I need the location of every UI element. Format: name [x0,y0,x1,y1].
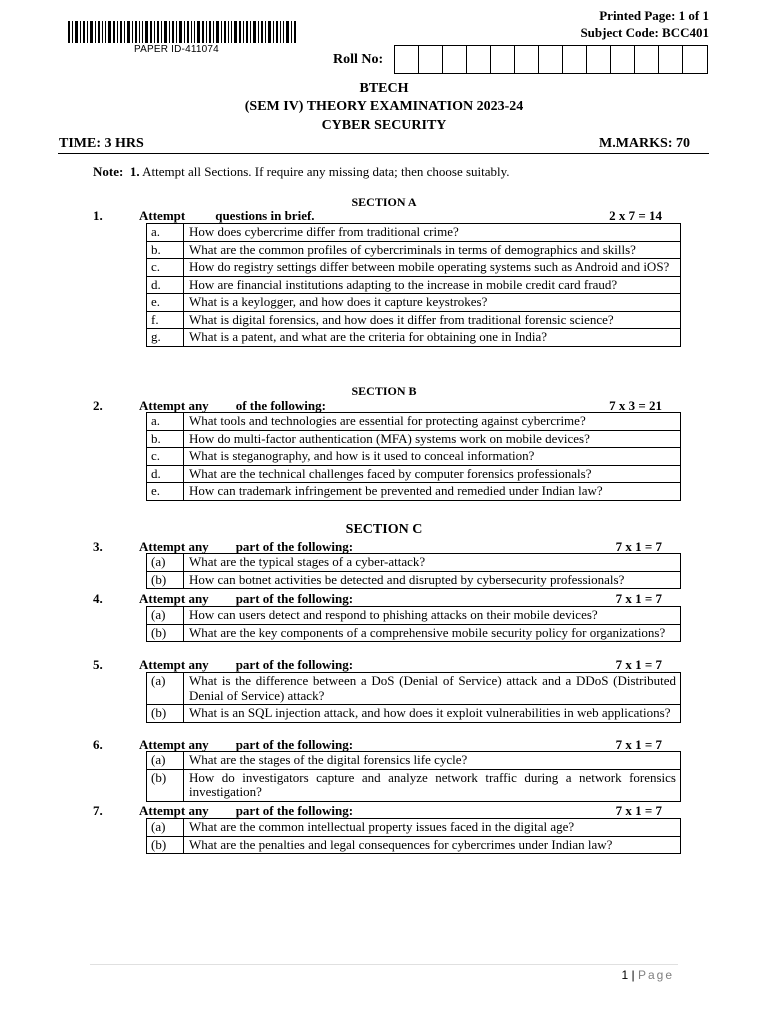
question-marks: 7 x 1 = 7 [615,591,662,606]
roll-no-box[interactable] [443,46,467,73]
question-instruction: Attempt any part of the following: [139,803,354,818]
section-b-heading: SECTION B [351,384,417,398]
item-text: How do registry settings differ between mobile operating systems such as Android and iOS? [184,259,681,277]
question-instruction: Attempt any part of the following: [139,657,354,672]
item-label: a. [147,224,184,242]
page-number: 1 [621,968,629,982]
question-5-table [146,672,681,723]
table-row [147,259,681,277]
roll-no-box[interactable] [539,46,563,73]
section-a-table [146,223,681,347]
item-label: e. [147,294,184,312]
table-row [147,836,681,854]
table-row [147,311,681,329]
roll-no-box[interactable] [491,46,515,73]
table-row [147,448,681,466]
page-word: Page [637,968,674,982]
table-row [147,769,681,801]
table-row [147,624,681,642]
question-7-table [146,818,681,854]
item-label: d. [147,465,184,483]
item-label: (a) [147,752,184,770]
item-text: How can botnet activities be detected and disrupted by cybersecurity professionals? [184,571,681,589]
question-marks: 7 x 1 = 7 [615,737,662,752]
note [93,164,510,180]
item-label: (b) [147,705,184,723]
page-separator: | [631,968,635,982]
roll-no-box[interactable] [467,46,491,73]
subject-title: CYBER SECURITY [321,118,447,133]
question-number: 3. [93,539,103,554]
item-label: g. [147,329,184,347]
question-4-table [146,606,681,642]
question-number: 7. [93,803,103,818]
item-label: (b) [147,836,184,854]
question-marks: 2 x 7 = 14 [609,208,662,223]
question-marks: 7 x 3 = 21 [609,398,662,413]
printed-page [599,8,709,24]
item-label: (a) [147,607,184,625]
table-row [147,705,681,723]
table-row [147,483,681,501]
roll-no-box[interactable] [515,46,539,73]
table-row [147,241,681,259]
item-text: What are the typical stages of a cyber-attack? [184,554,681,572]
printed-page-value: 1 of 1 [678,8,709,23]
item-text: What are the common profiles of cybercriminals in terms of demographics and skills? [184,241,681,259]
item-text: How do multi-factor authentication (MFA) systems work on mobile devices? [184,430,681,448]
roll-no-box[interactable] [395,46,419,73]
item-label: c. [147,259,184,277]
item-label: f. [147,311,184,329]
roll-no-box[interactable] [611,46,635,73]
question-6-table [146,751,681,802]
roll-no-box[interactable] [659,46,683,73]
item-text: How can trademark infringement be prevented and remedied under Indian law? [184,483,681,501]
printed-page-label: Printed Page: [599,8,676,23]
question-number: 4. [93,591,103,606]
item-text: What is digital forensics, and how does it differ from traditional forensic science? [184,311,681,329]
item-text: What are the technical challenges faced by computer forensics professionals? [184,465,681,483]
item-label: (b) [147,571,184,589]
table-row [147,276,681,294]
roll-no-box[interactable] [419,46,443,73]
item-text: What is a patent, and what are the criteria for obtaining one in India? [184,329,681,347]
section-c-heading: SECTION C [345,522,423,537]
program-title: BTECH [359,81,409,96]
item-text: What are the penalties and legal consequences for cybercrimes under Indian law? [184,836,681,854]
roll-no-box[interactable] [563,46,587,73]
item-text: What are the common intellectual property issues faced in the digital age? [184,819,681,837]
page-footer [621,968,674,982]
table-row [147,430,681,448]
question-marks: 7 x 1 = 7 [615,539,662,554]
note-label: Note: [93,164,124,179]
question-3-table [146,553,681,589]
table-row [147,554,681,572]
item-label: c. [147,448,184,466]
item-text: What are the key components of a comprehensive mobile security policy for organizations? [184,624,681,642]
table-row [147,413,681,431]
section-b-table [146,412,681,501]
subject-code [580,25,709,41]
question-instruction: Attempt any part of the following: [139,591,354,606]
question-marks: 7 x 1 = 7 [615,657,662,672]
subject-code-label: Subject Code: [580,25,659,40]
question-instruction: Attempt any of the following: [139,398,326,413]
roll-no-label: Roll No: [333,52,384,67]
question-instruction: Attempt any part of the following: [139,737,354,752]
item-label: d. [147,276,184,294]
item-label: b. [147,430,184,448]
table-row [147,224,681,242]
item-label: (a) [147,554,184,572]
footer-divider [90,964,678,965]
table-row [147,571,681,589]
table-row [147,294,681,312]
table-row [147,329,681,347]
item-text: How do investigators capture and analyze network traffic during a network forensics investigation? [184,769,681,801]
item-label: (b) [147,769,184,801]
item-text: How can users detect and respond to phishing attacks on their mobile devices? [184,607,681,625]
max-marks: M.MARKS: 70 [599,136,690,151]
roll-no-box[interactable] [635,46,659,73]
question-number: 1. [93,208,103,223]
item-label: b. [147,241,184,259]
item-text: What is steganography, and how is it used to conceal information? [184,448,681,466]
item-label: e. [147,483,184,501]
item-text: What is the difference between a DoS (Denial of Service) attack and a DDoS (Distributed Denial of Service) attack? [184,673,681,705]
exam-time: TIME: 3 HRS [59,136,144,151]
table-row [147,819,681,837]
item-text: What tools and technologies are essential for protecting against cybercrime? [184,413,681,431]
table-row [147,607,681,625]
roll-no-box[interactable] [683,46,707,73]
item-label: (a) [147,673,184,705]
note-text: Attempt all Sections. If require any missing data; then choose suitably. [142,164,510,179]
item-text: How does cybercrime differ from traditional crime? [184,224,681,242]
item-text: What is an SQL injection attack, and how does it exploit vulnerabilities in web applications? [184,705,681,723]
question-number: 6. [93,737,103,752]
item-label: (a) [147,819,184,837]
table-row [147,752,681,770]
table-row [147,465,681,483]
question-number: 5. [93,657,103,672]
item-label: (b) [147,624,184,642]
item-text: What are the stages of the digital forensics life cycle? [184,752,681,770]
question-marks: 7 x 1 = 7 [615,803,662,818]
note-num: 1. [129,164,140,179]
roll-no-box[interactable] [587,46,611,73]
exam-title: (SEM IV) THEORY EXAMINATION 2023-24 [244,99,524,114]
question-number: 2. [93,398,103,413]
section-a-heading: SECTION A [351,195,417,209]
paper-id: PAPER ID-411074 [134,44,219,55]
barcode-image [68,21,296,43]
roll-no-boxes[interactable] [394,45,708,74]
item-text: How are financial institutions adapting to the increase in mobile credit card fraud? [184,276,681,294]
question-instruction: Attempt questions in brief. [139,208,315,223]
header-divider [58,153,709,154]
subject-code-value: BCC401 [662,25,709,40]
item-label: a. [147,413,184,431]
table-row [147,673,681,705]
item-text: What is a keylogger, and how does it capture keystrokes? [184,294,681,312]
question-instruction: Attempt any part of the following: [139,539,354,554]
